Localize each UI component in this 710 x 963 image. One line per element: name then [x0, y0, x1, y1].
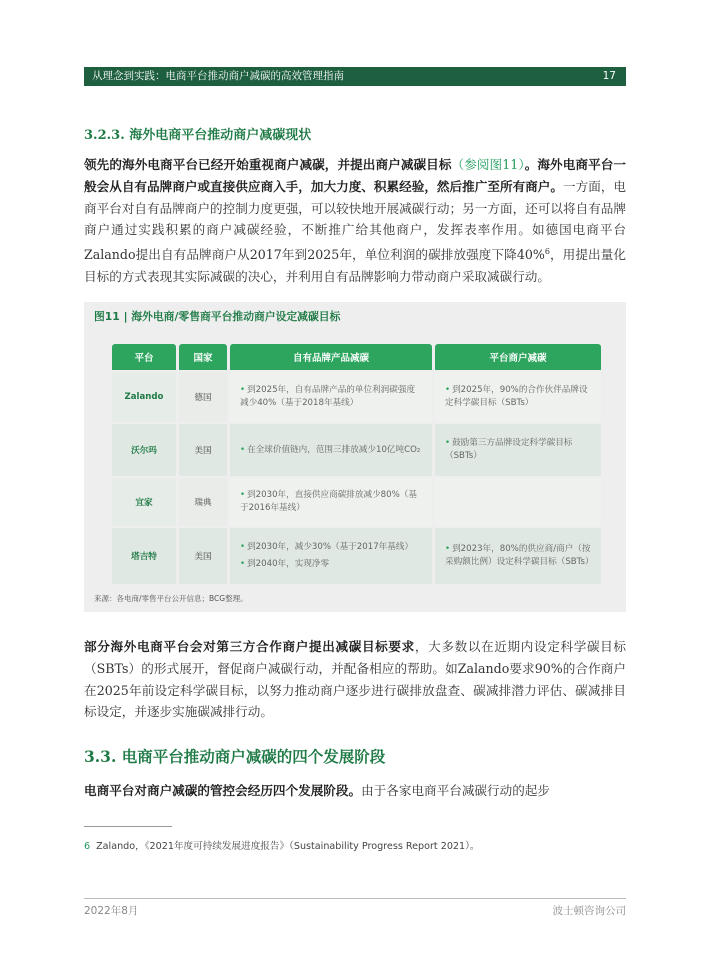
paragraph-2 [84, 636, 626, 723]
target-text: 到2025年，自有品牌产品的单位利润碳强度减少40%（基于2018年基线） [240, 385, 416, 408]
column-header: 自有品牌产品减碳 [230, 344, 432, 370]
merchant-target [435, 528, 601, 584]
para1-text-2: ，用提出量化目标的方式表现其实际减碳的决心，并利用自有品牌影响力带动商户采取减碳行动。 [84, 247, 626, 285]
bullet-icon: • [445, 438, 451, 448]
column-header: 国家 [179, 344, 227, 370]
bullet-icon: • [240, 444, 246, 455]
page-number: 17 [602, 70, 616, 82]
para3-text: 由于各家电商平台减碳行动的起步 [361, 783, 550, 798]
figure-reference-link[interactable]: （参阅图11） [451, 157, 525, 172]
para1-text: 一方面，电商平台对自有品牌商户的控制力度更强，可以较快地开展减碳行动；另一方面，还可以将自有品牌商户通过实践积累的商户减碳经验，不断推广给其他商户，发挥表率作用。如德国电商平台Zalando提出自有品牌商户从2017年到2025年，单位利润的碳排放强度下降40% [84, 178, 627, 263]
target-text: 到2025年，90%的合作伙伴品牌设定科学碳目标（SBTs） [445, 385, 588, 408]
country-name: 美国 [179, 528, 227, 584]
figure-title: 图11 | 海外电商/零售商平台推动商户设定减碳目标 [94, 310, 341, 323]
para1-bold-2: 。海外电商平台一般会从自有品牌商户或直接供应商入手，加大力度、积累经验，然后推广至所有商户。 [84, 157, 627, 194]
bullet-icon: • [240, 385, 246, 395]
merchant-target [435, 424, 601, 476]
target-text: 到2030年，直接供应商碳排放减少80%（基于2016年基线） [240, 490, 417, 513]
platform-name: 沃尔玛 [112, 424, 176, 476]
table-row [112, 372, 601, 422]
own-brand-target [230, 424, 432, 476]
column-header: 平台 [112, 344, 176, 370]
figure-11 [84, 302, 626, 612]
para2-text: ，大多数以在近期内设定科学碳目标（SBTs）的形式展开，督促商户减碳行动，并配备相应的帮助。如Zalando要求90%的合作商户在2025年前设定科学碳目标，以努力推动商户逐步进行碳排放盘查、碳减排潜力评估、碳减排目标设定，并逐步实施碳减排行动。 [84, 639, 627, 720]
target-text: 到2030年，减少30%（基于2017年基线） [247, 542, 414, 552]
table-row [112, 528, 601, 584]
bullet-icon: • [445, 544, 451, 554]
country-name: 瑞典 [179, 478, 227, 526]
platform-name: 塔吉特 [112, 528, 176, 584]
own-brand-target [230, 528, 432, 584]
platform-name: 宜家 [112, 478, 176, 526]
footer-date: 2022年8月 [84, 905, 139, 917]
bullet-icon: • [445, 385, 451, 395]
running-header [84, 67, 626, 86]
footnote-marker[interactable]: 6 [544, 247, 550, 257]
merchant-target [435, 372, 601, 422]
footnote [84, 838, 480, 852]
bullet-icon: • [240, 542, 246, 552]
paragraph-3 [84, 780, 626, 802]
own-brand-target [230, 372, 432, 422]
target-text: 到2040年，实现净零 [247, 559, 330, 569]
merchant-target-empty [435, 478, 601, 526]
header-title: 从理念到实践：电商平台推动商户减碳的高效管理指南 [92, 70, 344, 82]
table-row [112, 424, 601, 476]
target-text: 鼓励第三方品牌设定科学碳目标（SBTs） [445, 438, 573, 461]
footnote-number: 6 [84, 841, 91, 852]
country-name: 美国 [179, 424, 227, 476]
country-name: 德国 [179, 372, 227, 422]
footer-company: 波士顿咨询公司 [552, 905, 626, 917]
bullet-icon: • [240, 559, 246, 569]
bullet-icon: • [240, 490, 246, 500]
paragraph-1 [84, 154, 626, 288]
targets-table [109, 342, 604, 586]
footnote-divider [84, 826, 172, 827]
figure-source: 来源：各电商/零售平台公开信息；BCG整理。 [94, 594, 248, 603]
footer-divider [84, 898, 626, 899]
target-text: 到2023年，80%的供应商/商户（按采购额比例）设定科学碳目标（SBTs） [445, 544, 594, 567]
table-header-row [112, 344, 601, 370]
section-title: 3.2.3. 海外电商平台推动商户减碳现状 [84, 128, 312, 143]
footnote-text: Zalando，《2021年度可持续发展进度报告》（Sustainability Progress Report 2021）。 [96, 841, 480, 852]
para2-bold: 部分海外电商平台会对第三方合作商户提出减碳目标要求 [84, 639, 415, 654]
table-row [112, 478, 601, 526]
para3-bold: 电商平台对商户减碳的管控会经历四个发展阶段。 [84, 783, 362, 798]
section-heading-3-3: 3.3. 电商平台推动商户减碳的四个发展阶段 [84, 747, 386, 766]
platform-name: Zalando [112, 372, 176, 422]
target-text: 在全球价值链内，范围三排放减少10亿吨CO₂ [247, 444, 421, 455]
own-brand-target [230, 478, 432, 526]
para1-bold: 领先的海外电商平台已经开始重视商户减碳，并提出商户减碳目标 [84, 157, 452, 172]
column-header: 平台商户减碳 [435, 344, 601, 370]
